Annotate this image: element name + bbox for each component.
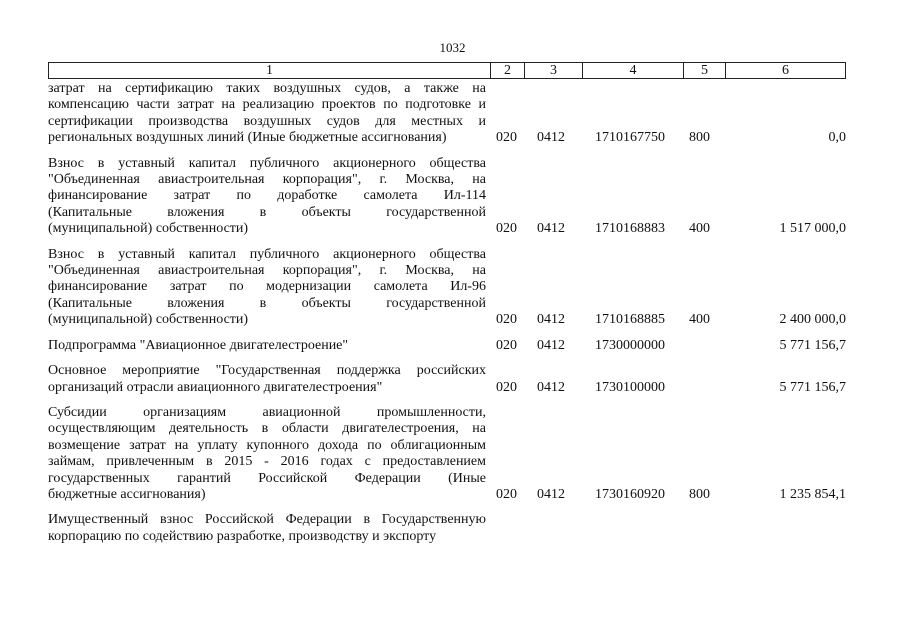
table-body: [48, 81, 846, 545]
table-row: [48, 247, 846, 329]
amount: 5 771 156,7: [779, 379, 846, 395]
amount: 1 517 000,0: [779, 221, 846, 237]
table-row: [48, 338, 846, 354]
section-code: 0412: [537, 221, 565, 237]
description-line: займам, привлеченным в 2015 - 2016 годах с предоставлением: [48, 454, 486, 470]
ministry-code: 020: [496, 486, 517, 502]
description-line: Взнос в уставный капитал публичного акционерного общества: [48, 155, 486, 171]
table-row: [48, 405, 846, 503]
description-line: финансирование затрат по доработке самолета Ил-114: [48, 188, 486, 204]
ministry-code: 020: [496, 221, 517, 237]
row-description: [48, 405, 486, 503]
description-line: затрат на сертификацию таких воздушных судов, а также на: [48, 81, 486, 96]
section-code: 0412: [537, 337, 565, 353]
description-line: Имущественный взнос Российской Федерации в Государственную: [48, 512, 486, 528]
amount: 1 235 854,1: [779, 486, 846, 502]
row-description: [48, 247, 486, 329]
expense-type-code: 400: [689, 312, 710, 328]
description-line: финансирование затрат по модернизации самолета Ил-96: [48, 279, 486, 295]
header-col-1: 1: [49, 63, 491, 78]
expense-type-code: 800: [689, 130, 710, 146]
description-line: сертификации производства воздушных судов для местных и: [48, 113, 486, 129]
description-line: организаций отрасли авиационного двигателестроения": [48, 379, 383, 395]
amount: 2 400 000,0: [779, 312, 846, 328]
target-article-code: 1710168883: [595, 221, 665, 237]
section-code: 0412: [537, 130, 565, 146]
amount: 0,0: [828, 130, 846, 146]
table-row: [48, 81, 846, 147]
row-description: [48, 81, 486, 147]
ministry-code: 020: [496, 130, 517, 146]
description-line: бюджетные ассигнования): [48, 486, 206, 502]
row-description: [48, 338, 486, 354]
description-line: (муниципальной) собственности): [48, 312, 249, 328]
table-header: [48, 62, 846, 79]
header-col-5: 5: [684, 63, 726, 78]
description-line: "Объединенная авиастроительная корпорация", г. Москва, на: [48, 263, 486, 279]
row-description: [48, 363, 486, 396]
target-article-code: 1710168885: [595, 312, 665, 328]
header-col-6: 6: [782, 63, 789, 78]
description-line: (муниципальной) собственности): [48, 221, 249, 237]
expense-type-code: 800: [689, 486, 710, 502]
section-code: 0412: [537, 486, 565, 502]
header-col-4: 4: [583, 63, 684, 78]
row-description: [48, 156, 486, 238]
description-line: (Капитальные вложения в объекты государственной: [48, 295, 486, 311]
description-line: Подпрограмма "Авиационное двигателестроение": [48, 337, 349, 353]
description-line: компенсацию части затрат на реализацию проектов по подготовке и: [48, 97, 486, 113]
target-article-code: 1710167750: [595, 130, 665, 146]
amount: 5 771 156,7: [779, 337, 846, 353]
description-line: осуществляющим деятельность в области двигателестроения, на: [48, 421, 486, 437]
table-row: [48, 512, 846, 545]
header-col-2: 2: [491, 63, 525, 78]
description-line: "Объединенная авиастроительная корпорация", г. Москва, на: [48, 172, 486, 188]
description-line: Основное мероприятие "Государственная поддержка российских: [48, 363, 486, 379]
ministry-code: 020: [496, 379, 517, 395]
section-code: 0412: [537, 379, 565, 395]
description-line: государственных гарантий Российской Федерации (Иные: [48, 470, 486, 486]
section-code: 0412: [537, 312, 565, 328]
row-description: [48, 512, 486, 545]
target-article-code: 1730100000: [595, 379, 665, 395]
target-article-code: 1730160920: [595, 486, 665, 502]
expense-type-code: 400: [689, 221, 710, 237]
description-line: Субсидии организациям авиационной промышленности,: [48, 404, 486, 420]
target-article-code: 1730000000: [595, 337, 665, 353]
header-col-3: 3: [525, 63, 583, 78]
description-line: (Капитальные вложения в объекты государственной: [48, 204, 486, 220]
description-line: возмещение затрат на уплату купонного дохода по облигационным: [48, 437, 486, 453]
table-row: [48, 363, 846, 396]
table-row: [48, 156, 846, 238]
ministry-code: 020: [496, 312, 517, 328]
ministry-code: 020: [496, 337, 517, 353]
page-number: 1032: [439, 40, 466, 55]
description-line: Взнос в уставный капитал публичного акционерного общества: [48, 246, 486, 262]
description-line: региональных воздушных линий (Иные бюджетные ассигнования): [48, 130, 447, 146]
description-line: корпорацию по содействию разработке, производству и экспорту: [48, 528, 437, 544]
